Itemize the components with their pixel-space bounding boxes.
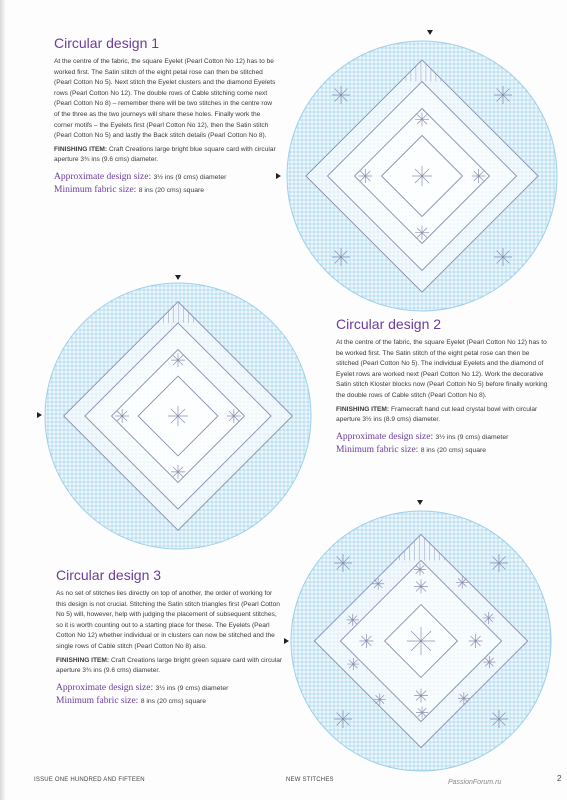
- approx-size-value: 3½ ins (9 cms) diameter: [153, 173, 227, 181]
- approx-size-value: 3½ ins (9 cms) diameter: [435, 433, 509, 441]
- min-fabric-label: Minimum fabric size:: [336, 444, 419, 455]
- approx-size-label: Approximate design size:: [56, 682, 154, 693]
- design-1-finishing: [54, 145, 276, 166]
- min-fabric-value: 8 ins (20 cms) square: [420, 446, 487, 454]
- page-gutter-shadow: [0, 0, 6, 800]
- finishing-label: FINISHING ITEM:: [54, 145, 108, 153]
- design-3-title: Circular design 3: [56, 567, 162, 583]
- design-3-finishing: [56, 656, 284, 677]
- design-3-chart: [290, 510, 552, 772]
- design-1-instructions: At the centre of the fabric, the square Eyelet (Pearl Cotton No 12) has to be worked first. The Satin stitch of the eight petal rose can then be stitched (Pearl Cotton No 5). Next stitch the Eyelet clusters and the diamond Eyelets rows (Pearl Cotton No 12). The double rows of Cable stitching come next (Pearl Cotton No 8) – remember there will be two stitches in the centre row of the three as the two journeys will share these holes. Finally work the corner motifs – the Eyelets first (Pearl Cotton No 12), then the Satin stitch (Pearl Cotton No 5) and lastly the Back stitch details (Pearl Cotton No 8).: [54, 58, 276, 140]
- design-1-section: [54, 35, 276, 198]
- design-3-instructions: As no set of stitches lies directly on top of another, the order of working for this design is not crucial. Stitching the Satin stitch triangles first (Pearl Cotton No 5) will, however, help with judging the placement of subsequent stitches, so it is worth counting out to a starting place for these. The Eyelets (Pearl Cotton No 12) whether individual or in clusters can now be stitched and the single rows of Cable stitch (Pearl Cotton No 8) also.: [56, 590, 280, 650]
- design-2-center-marker-left: [37, 412, 42, 418]
- finishing-text: Framecraft hand cut lead crystal bowl with circular aperture 3½ ins (8.9 cms) diameter.: [336, 405, 538, 424]
- design-3-approx-size: [56, 683, 284, 693]
- min-fabric-value: 8 ins (20 cms) square: [140, 697, 207, 705]
- watermark: PassionForum.ru: [448, 779, 502, 786]
- design-1-title: Circular design 1: [54, 35, 160, 51]
- finishing-label: FINISHING ITEM:: [56, 656, 110, 664]
- design-3-section: [56, 567, 284, 709]
- approx-size-label: Approximate design size:: [336, 431, 434, 442]
- design-1-chart: [286, 40, 558, 312]
- min-fabric-label: Minimum fabric size:: [56, 695, 139, 706]
- design-1-center-marker-left: [276, 173, 281, 179]
- design-1-center-marker-top: [427, 30, 433, 35]
- design-3-center-marker-top: [417, 500, 423, 505]
- page-number: 2: [557, 774, 562, 783]
- design-1-approx-size: [54, 172, 276, 182]
- finishing-label: FINISHING ITEM:: [336, 405, 390, 413]
- design-2-min-fabric: [336, 445, 552, 455]
- design-2-center-marker-top: [175, 275, 181, 280]
- design-2-approx-size: [336, 432, 552, 442]
- min-fabric-value: 8 ins (20 cms) square: [138, 186, 205, 194]
- approx-size-label: Approximate design size:: [54, 171, 152, 182]
- design-2-chart: [44, 282, 312, 550]
- design-2-finishing: [336, 405, 552, 426]
- stitch-motifs: [306, 60, 538, 292]
- finishing-text: Craft Creations large bright green square card with circular aperture 3¾ ins (9.6 cms) diameter.: [56, 656, 283, 675]
- design-3-center-marker-left: [284, 638, 289, 644]
- design-2-section: [336, 316, 552, 458]
- design-2-title: Circular design 2: [336, 316, 442, 332]
- footer-issue: ISSUE ONE HUNDRED AND FIFTEEN: [34, 777, 145, 783]
- stitch-motifs: [314, 534, 527, 747]
- design-1-min-fabric: [54, 185, 276, 195]
- design-2-instructions: At the centre of the fabric, the square Eyelet (Pearl Cotton No 12) has to be worked first. The Satin stitch of the eight petal rose can then be stitched (Pearl Cotton No 5). The individual Eyelets and the diamond of Eyelet rows are worked next (Pearl Cotton No 12). Work the decorative Satin stitch Kloster blocks now (Pearl Cotton No 5) before finally working the double rows of Cable stitch (Pearl Cotton No 8).: [336, 339, 548, 399]
- finishing-text: Craft Creations large bright blue square card with circular aperture 3¾ ins (9.6 cms) diameter.: [54, 145, 276, 164]
- min-fabric-label: Minimum fabric size:: [54, 184, 137, 195]
- footer-magazine: NEW STITCHES: [286, 777, 334, 783]
- design-3-min-fabric: [56, 696, 284, 706]
- approx-size-value: 3½ ins (9 cms) diameter: [155, 684, 229, 692]
